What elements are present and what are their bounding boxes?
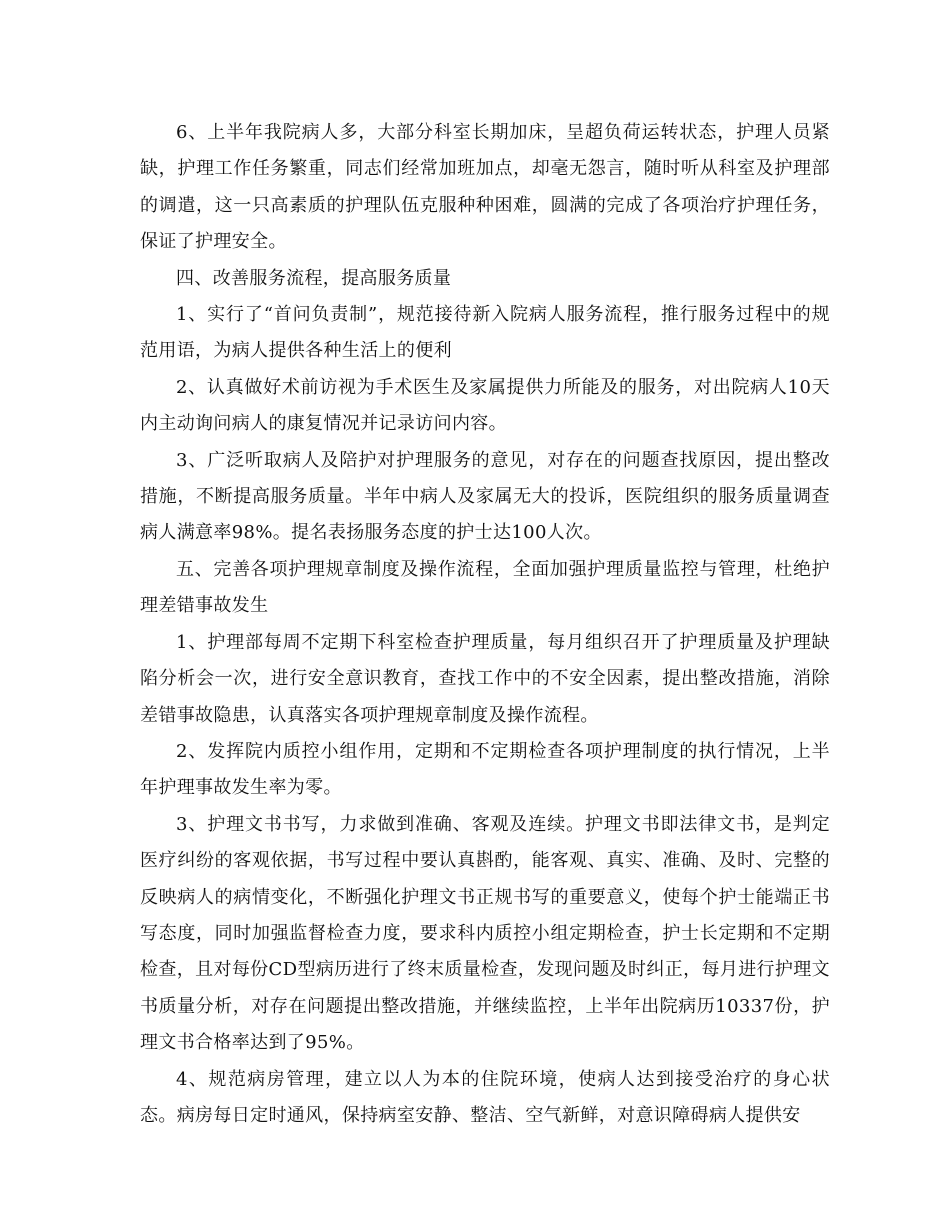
paragraph-quality-inspection: 1、护理部每周不定期下科室检查护理质量，每月组织召开了护理质量及护理缺陷分析会一次，进行安全意识教育，查找工作中的不安全因素，提出整改措施，消除差错事故隐患，认真落实各项护理规章制度及操作流程。 <box>140 631 830 726</box>
paragraph-preoperative-visit: 2、认真做好术前访视为手术医生及家属提供力所能及的服务，对出院病人10天内主动询问病人的康复情况并记录访问内容。 <box>140 376 830 435</box>
document-body <box>140 115 830 1134</box>
section-heading-nursing-rules: 五、完善各项护理规章制度及操作流程，全面加强护理质量监控与管理，杜绝护理差错事故发生 <box>140 558 830 617</box>
paragraph-staffing-workload: 6、上半年我院病人多，大部分科室长期加床，呈超负荷运转状态，护理人员紧缺，护理工作任务繁重，同志们经常加班加点，却毫无怨言，随时听从科室及护理部的调遣，这一只高素质的护理队伍克服种种困难，圆满的完成了各项治疗护理任务，保证了护理安全。 <box>140 122 830 253</box>
paragraph-ward-management: 4、规范病房管理，建立以人为本的住院环境，使病人达到接受治疗的身心状态。病房每日定时通风，保持病室安静、整洁、空气新鲜，对意识障碍病人提供安 <box>140 1068 830 1126</box>
paragraph-patient-feedback: 3、广泛听取病人及陪护对护理服务的意见，对存在的问题查找原因，提出整改措施，不断提高服务质量。半年中病人及家属无大的投诉，医院组织的服务质量调查病人满意率98%。提名表扬服务态度的护士达100人次。 <box>140 449 830 544</box>
paragraph-quality-control-group: 2、发挥院内质控小组作用，定期和不定期检查各项护理制度的执行情况，上半年护理事故发生率为零。 <box>140 740 830 799</box>
paragraph-nursing-documents: 3、护理文书书写，力求做到准确、客观及连续。护理文书即法律文书，是判定医疗纠纷的客观依据，书写过程中要认真斟酌，能客观、真实、准确、及时、完整的反映病人的病情变化，不断强化护理文书正规书写的重要意义，使每个护士能端正书写态度，同时加强监督检查力度，要求科内质控小组定期检查，护士长定期和不定期检查，且对每份CD型病历进行了终末质量检查，发现问题及时纠正，每月进行护理文书质量分析，对存在问题提出整改措施，并继续监控，上半年出院病历10337份，护理文书合格率达到了95%。 <box>140 813 830 1054</box>
paragraph-first-inquiry-responsibility: 1、实行了“首问负责制”，规范接待新入院病人服务流程，推行服务过程中的规范用语，为病人提供各种生活上的便利 <box>140 304 830 362</box>
section-heading-service-process: 四、改善服务流程，提高服务质量 <box>176 267 452 289</box>
